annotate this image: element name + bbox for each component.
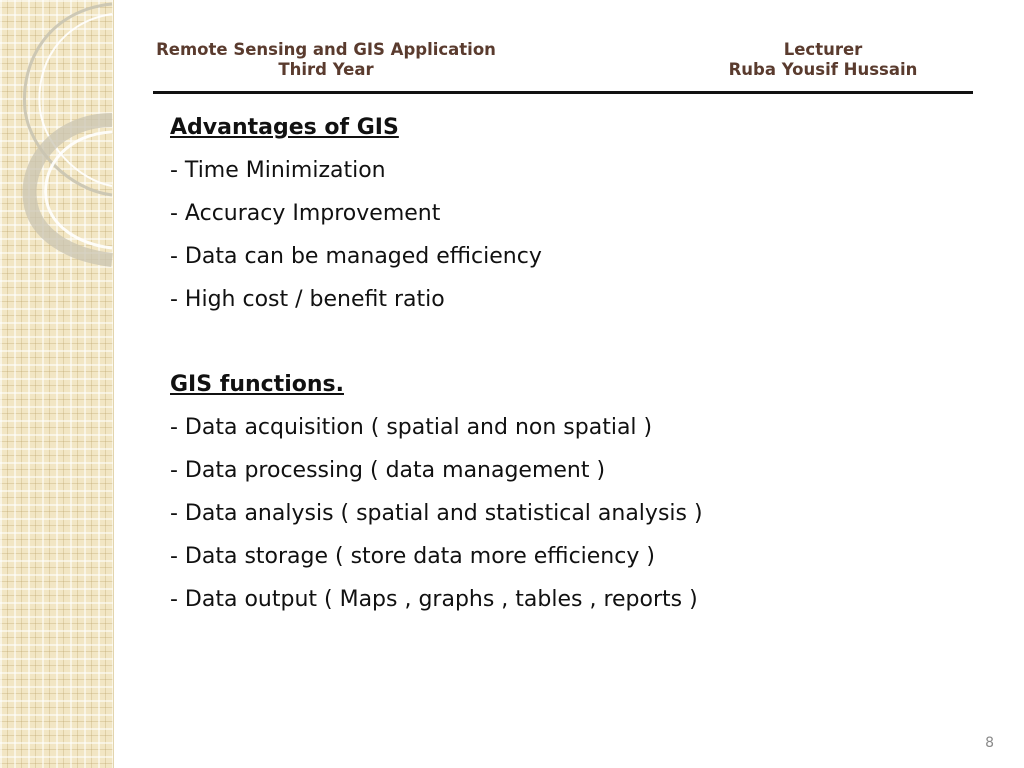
function-item: - Data acquisition ( spatial and non spatial ) <box>170 415 653 440</box>
lecturer-name: Ruba Yousif Hussain <box>728 60 918 79</box>
page-number: 8 <box>985 735 994 751</box>
lecturer-label: Lecturer <box>783 40 863 59</box>
decorative-side-panel <box>0 0 114 768</box>
advantage-item: - Data can be managed efficiency <box>170 244 542 269</box>
course-year: Third Year <box>278 60 374 79</box>
function-item: - Data processing ( data management ) <box>170 458 606 483</box>
course-title: Remote Sensing and GIS Application <box>156 40 496 59</box>
header-lecturer-block <box>720 40 926 80</box>
header-divider <box>153 91 973 94</box>
advantage-item: - Time Minimization <box>170 158 386 183</box>
advantage-item: - High cost / benefit ratio <box>170 287 445 312</box>
function-item: - Data output ( Maps , graphs , tables , reports ) <box>170 587 698 612</box>
functions-heading: GIS functions. <box>170 372 344 397</box>
slide-content <box>170 106 930 621</box>
advantages-heading: Advantages of GIS <box>170 115 399 140</box>
advantage-item: - Accuracy Improvement <box>170 201 441 226</box>
section-spacer <box>170 321 930 363</box>
function-item: - Data storage ( store data more efficiency ) <box>170 544 655 569</box>
header-course-block <box>150 40 502 80</box>
function-item: - Data analysis ( spatial and statistical analysis ) <box>170 501 703 526</box>
